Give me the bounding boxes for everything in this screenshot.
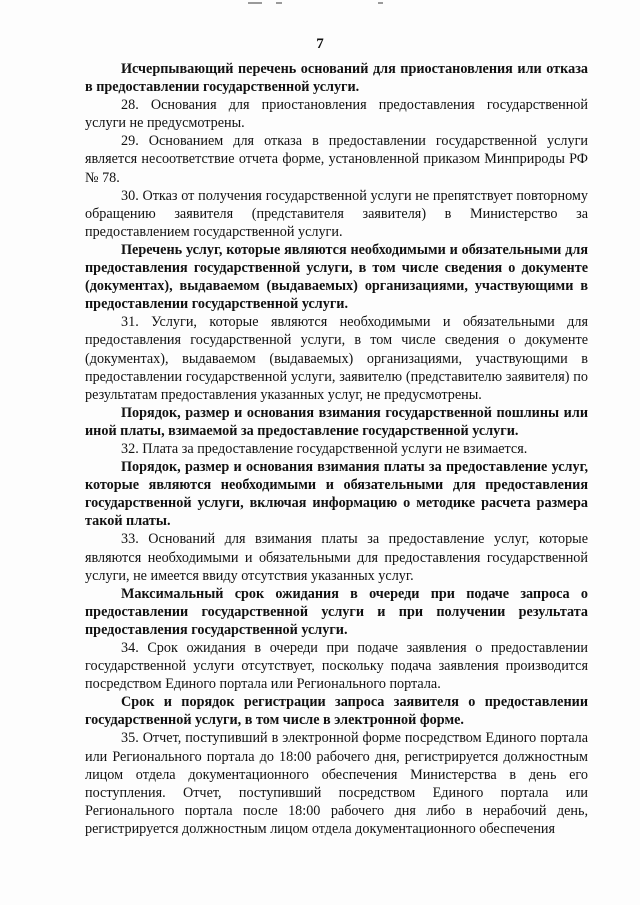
scan-artifact [248,2,262,4]
document-body [85,60,588,838]
paragraph: 31. Услуги, которые являются необходимыми и обязательными для предоставления государственной услуги, в том числе сведения о документе (документах), выдаваемом (выдаваемых) организациями, участвующими в предоставлении государственной услуги, заявителю (представителю заявителя) по результатам предоставления указанных услуг, не предусмотрены. [85,314,588,403]
section-heading: Порядок, размер и основания взимания платы за предоставление услуг, которые являются необходимыми и обязательными для предоставления государственной услуги, включая информацию о методике расчета размера такой платы. [85,459,588,530]
paragraph: 35. Отчет, поступивший в электронной форме посредством Единого портала или Регионального портала до 18:00 рабочего дня, регистрируется должностным лицом отдела документационного обеспечения Министерства в день его поступления. Отчет, поступивший посредством Единого портала или Регионального портала после 18:00 рабочего дня либо в нерабочий день, регистрируется должностным лицом отдела документационного обеспечения [85,730,588,837]
section-heading: Порядок, размер и основания взимания государственной пошлины или иной платы, взимаемой за предоставление государственной услуги. [85,404,588,439]
section-heading: Исчерпывающий перечень оснований для приостановления или отказа в предоставлении государственной услуги. [85,61,588,96]
paragraph: 30. Отказ от получения государственной услуги не препятствует повторному обращению заявителя (представителя заявителя) в Министерство за предоставлением государственной услуги. [85,187,588,240]
scan-artifact [276,2,282,4]
page-number: 7 [316,36,324,52]
paragraph: 29. Основанием для отказа в предоставлении государственной услуги является несоответствие отчета форме, установленной приказом Минприроды РФ № 78. [85,133,588,186]
section-heading: Перечень услуг, которые являются необходимыми и обязательными для предоставления государственной услуги, в том числе сведения о документе (документах), выдаваемом (выдаваемых) организациями, участвующими в предоставлении государственной услуги. [85,241,588,313]
section-heading: Срок и порядок регистрации запроса заявителя о предоставлении государственной услуги, в том числе в электронной форме. [85,694,588,729]
paragraph: 34. Срок ожидания в очереди при подаче заявления о предоставлении государственной услуги отсутствует, поскольку подача заявления производится посредством Единого портала или Регионального портала. [85,640,588,693]
paragraph: 28. Основания для приостановления предоставления государственной услуги не предусмотрены. [85,97,588,132]
scan-artifact [378,2,383,4]
paragraph: 32. Плата за предоставление государственной услуги не взимается. [121,440,528,457]
section-heading: Максимальный срок ожидания в очереди при подаче запроса о предоставлении государственной услуги и при получении результата предоставления государственной услуги. [85,585,588,638]
paragraph: 33. Оснований для взимания платы за предоставление услуг, которые являются необходимыми и обязательными для предоставления государственной услуги, не имеется ввиду отсутствия указанных услуг. [85,531,588,584]
